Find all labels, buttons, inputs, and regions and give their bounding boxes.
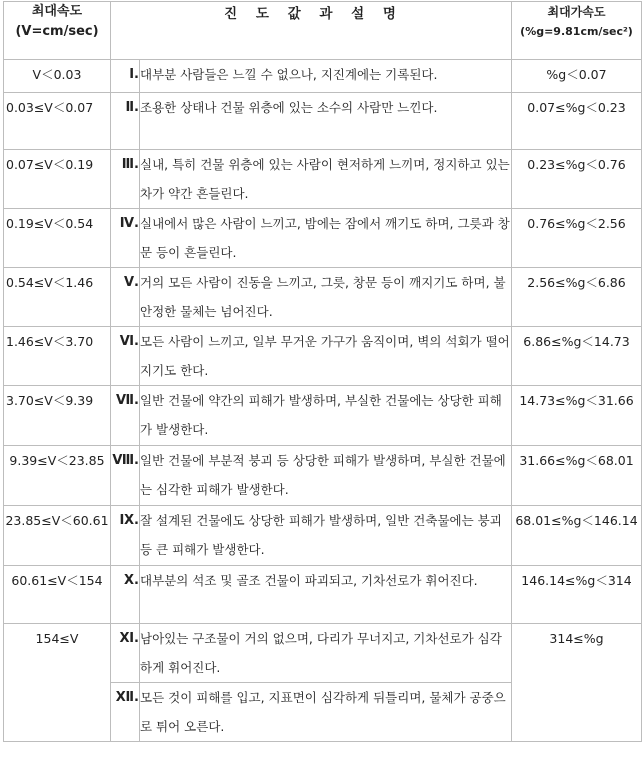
intensity-numeral: Ⅺ. <box>111 624 140 683</box>
accel-header <box>512 2 642 60</box>
table-row <box>4 506 642 566</box>
intensity-numeral: Ⅷ. <box>111 446 140 506</box>
header-row <box>4 2 642 60</box>
table-row <box>4 268 642 327</box>
velocity-cell: 154≤V <box>4 624 111 742</box>
velocity-header-line1: 최대속도 <box>31 4 83 19</box>
intensity-scale-table <box>3 1 642 742</box>
intensity-numeral: Ⅳ. <box>111 209 140 268</box>
velocity-cell: 60.61≤V＜154 <box>4 566 111 624</box>
accel-header-line2: (%g=9.81cm/sec²) <box>520 25 633 38</box>
description-header: 진 도 값 과 설 명 <box>111 2 512 60</box>
intensity-description: 실내에서 많은 사람이 느끼고, 밤에는 잠에서 깨기도 하며, 그릇과 창문 등이 흔들린다. <box>140 209 512 268</box>
intensity-description: 모든 것이 피해를 입고, 지표면이 심각하게 뒤틀리며, 물체가 공중으로 튀어 오른다. <box>140 683 512 742</box>
velocity-cell: 0.19≤V＜0.54 <box>4 209 111 268</box>
intensity-description: 남아있는 구조물이 거의 없으며, 다리가 무너지고, 기차선로가 심각하게 휘어진다. <box>140 624 512 683</box>
accel-cell: 0.76≤%g＜2.56 <box>512 209 642 268</box>
intensity-description: 대부분의 석조 및 골조 건물이 파괴되고, 기차선로가 휘어진다. <box>140 566 512 624</box>
intensity-description: 일반 건물에 부분적 붕괴 등 상당한 피해가 발생하며, 부실한 건물에는 심각한 피해가 발생한다. <box>140 446 512 506</box>
accel-cell: 0.07≤%g＜0.23 <box>512 93 642 150</box>
intensity-numeral: Ⅵ. <box>111 327 140 386</box>
table-row <box>4 386 642 446</box>
intensity-description: 조용한 상태나 건물 위층에 있는 소수의 사람만 느낀다. <box>140 93 512 150</box>
table-row <box>4 209 642 268</box>
table-row <box>4 624 642 683</box>
intensity-numeral: Ⅸ. <box>111 506 140 566</box>
velocity-cell: 0.54≤V＜1.46 <box>4 268 111 327</box>
accel-cell: %g＜0.07 <box>512 60 642 93</box>
accel-cell: 0.23≤%g＜0.76 <box>512 150 642 209</box>
velocity-header-line2: (V=cm/sec) <box>15 24 99 39</box>
accel-cell: 146.14≤%g＜314 <box>512 566 642 624</box>
accel-cell: 314≤%g <box>512 624 642 742</box>
table-row <box>4 60 642 93</box>
table-row <box>4 566 642 624</box>
velocity-cell: 3.70≤V＜9.39 <box>4 386 111 446</box>
intensity-description: 잘 설계된 건물에도 상당한 피해가 발생하며, 일반 건축물에는 붕괴 등 큰 피해가 발생한다. <box>140 506 512 566</box>
intensity-description: 실내, 특히 건물 위층에 있는 사람이 현저하게 느끼며, 정지하고 있는 차가 약간 흔들린다. <box>140 150 512 209</box>
accel-cell: 68.01≤%g＜146.14 <box>512 506 642 566</box>
velocity-cell: 0.07≤V＜0.19 <box>4 150 111 209</box>
intensity-numeral: Ⅴ. <box>111 268 140 327</box>
accel-cell: 6.86≤%g＜14.73 <box>512 327 642 386</box>
intensity-numeral: Ⅰ. <box>111 60 140 93</box>
velocity-cell: V＜0.03 <box>4 60 111 93</box>
accel-cell: 31.66≤%g＜68.01 <box>512 446 642 506</box>
table-row <box>4 93 642 150</box>
velocity-cell: 23.85≤V＜60.61 <box>4 506 111 566</box>
velocity-cell: 1.46≤V＜3.70 <box>4 327 111 386</box>
accel-cell: 14.73≤%g＜31.66 <box>512 386 642 446</box>
accel-header-line1: 최대가속도 <box>547 5 606 19</box>
intensity-numeral: Ⅻ. <box>111 683 140 742</box>
table-row <box>4 150 642 209</box>
velocity-cell: 0.03≤V＜0.07 <box>4 93 111 150</box>
intensity-description: 거의 모든 사람이 진동을 느끼고, 그릇, 창문 등이 깨지기도 하며, 불안정한 물체는 넘어진다. <box>140 268 512 327</box>
intensity-numeral: Ⅹ. <box>111 566 140 624</box>
table-row <box>4 446 642 506</box>
intensity-numeral: Ⅶ. <box>111 386 140 446</box>
accel-cell: 2.56≤%g＜6.86 <box>512 268 642 327</box>
velocity-header <box>4 2 111 60</box>
intensity-description: 대부분 사람들은 느낄 수 없으나, 지진계에는 기록된다. <box>140 60 512 93</box>
intensity-description: 일반 건물에 약간의 피해가 발생하며, 부실한 건물에는 상당한 피해가 발생한다. <box>140 386 512 446</box>
intensity-numeral: Ⅲ. <box>111 150 140 209</box>
velocity-cell: 9.39≤V＜23.85 <box>4 446 111 506</box>
table-row <box>4 327 642 386</box>
intensity-description: 모든 사람이 느끼고, 일부 무거운 가구가 움직이며, 벽의 석회가 떨어지기도 한다. <box>140 327 512 386</box>
intensity-numeral: Ⅱ. <box>111 93 140 150</box>
